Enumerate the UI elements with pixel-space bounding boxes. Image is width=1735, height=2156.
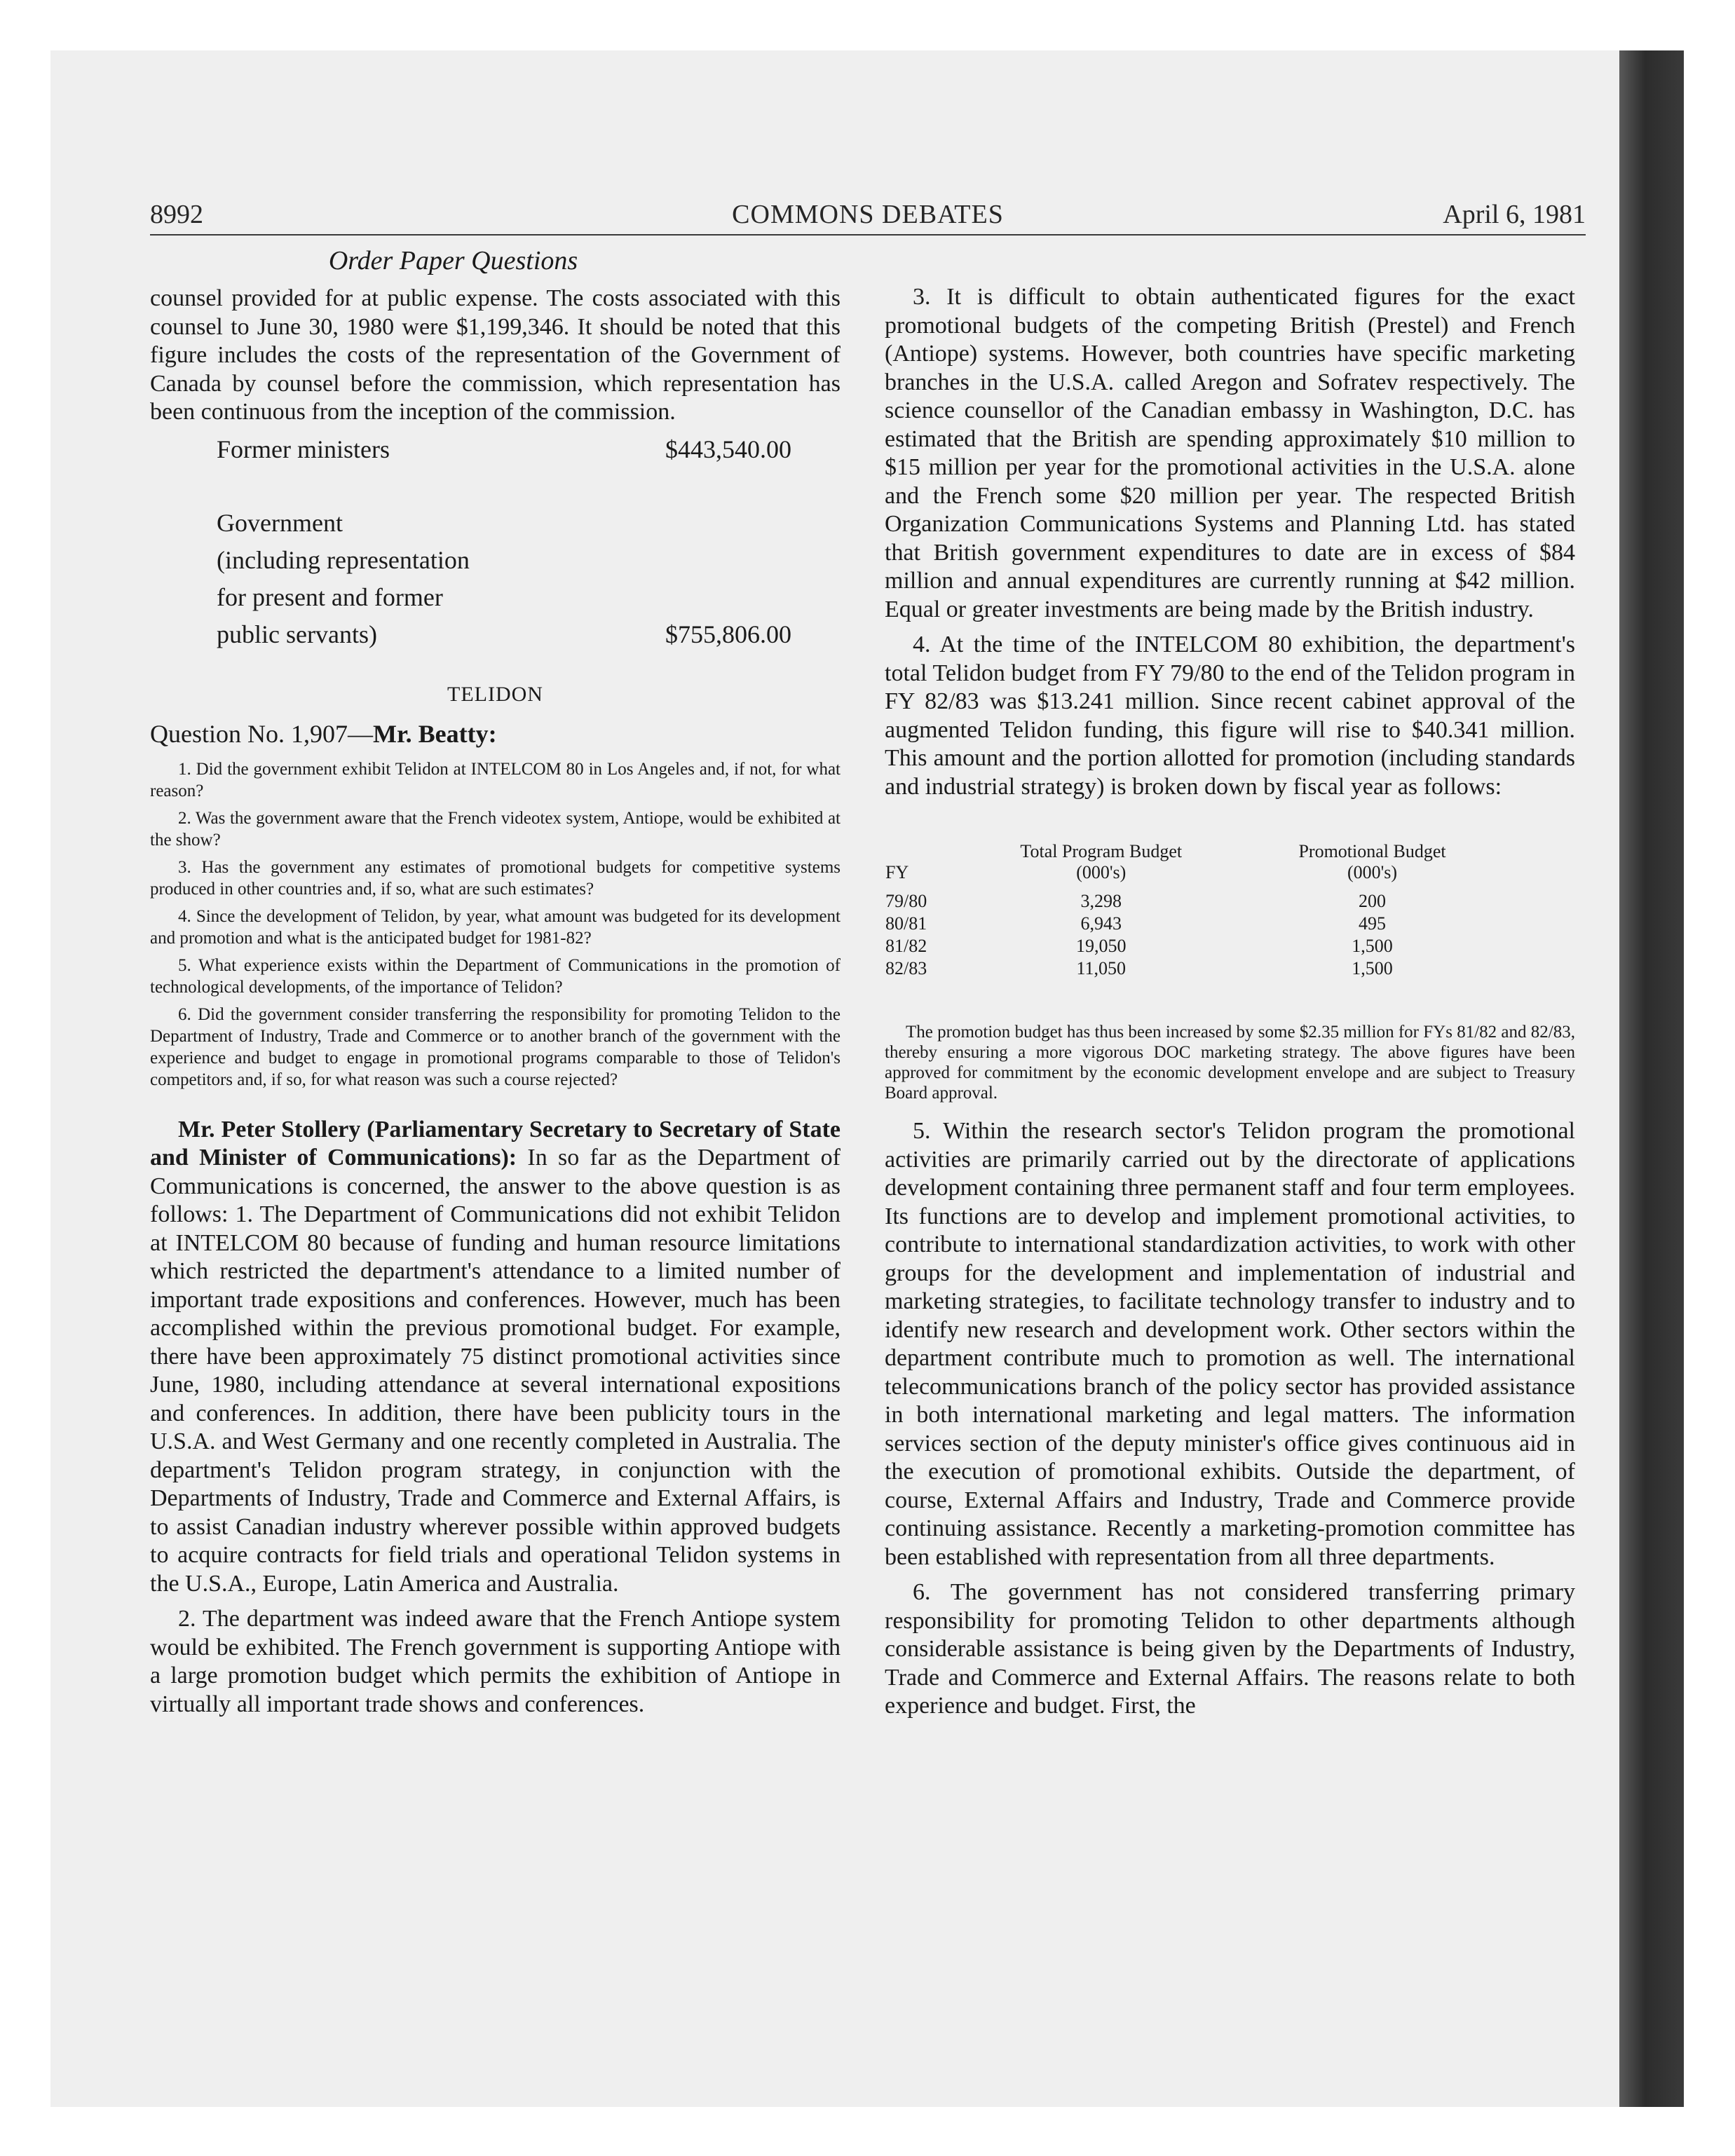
cost-label-line: for present and former	[217, 582, 443, 611]
cost-label: Former ministers	[217, 435, 390, 463]
page-number: 8992	[150, 200, 203, 229]
cell-promo: 200	[1359, 891, 1387, 911]
intro-paragraph: counsel provided for at public expense. The costs associated with this counsel to June 30, 1980 were $1,199,346. It should be noted that this figure includes the costs of the representation of the Government of Canada by counsel before the commission, which representation has been continuous from the inception of the commission.	[150, 285, 841, 425]
answer-speaker: Mr. Peter Stollery (Parliamentary Secretary to Secretary of State and Minister of Communications):	[150, 1116, 841, 1171]
publication-title: COMMONS DEBATES	[732, 200, 1004, 229]
list-item: 5. What experience exists within the Department of Communications in the promotion of technological developments, of the importance of Telidon?	[150, 955, 841, 997]
table-row	[885, 913, 1502, 935]
column-header-fy: FY	[885, 862, 909, 882]
header-rule	[150, 234, 1586, 236]
cell-fy: 82/83	[885, 958, 927, 978]
cost-breakdown	[150, 431, 841, 653]
cell-promo: 1,500	[1352, 958, 1393, 978]
page-date: April 6, 1981	[1443, 200, 1586, 229]
cost-row	[217, 431, 841, 468]
table-row	[885, 890, 1502, 913]
cost-label: public servants)	[217, 620, 377, 648]
budget-note: The promotion budget has thus been increased by some $2.35 million for FYs 81/82 and 82/83, thereby ensuring a more vigorous DOC marketing strategy. The above figures have been approved for commitment by the economic development envelope and are subject to Treasury Board approval.	[885, 1023, 1575, 1103]
cost-amount: $755,806.00	[665, 620, 791, 648]
scan-edge-shadow	[1619, 50, 1684, 2107]
answer-text: In so far as the Department of Communications is concerned, the answer to the above question is as follows: 1. The Department of Communications did not exhibit Telidon at INTELCOM 80 because of funding and human resource limitations which restricted the department's attendance to a limited number of important trade expositions and conferences. However, much has been accomplished within the previous promotional budget. For example, there have been approximately 75 distinct promotional activities since June, 1980, including attendance at several international expositions and conferences. In addition, there have been publicity tours in the U.S.A. and West Germany and one recently completed in Australia. The department's Telidon program strategy, in conjunction with the Departments of Industry, Trade and Commerce and External Affairs, is to assist Canadian industry wherever possible within approved budgets to acquire contracts for field trials and operational Telidon systems in the U.S.A., Europe, Latin America and Australia.	[150, 1145, 841, 1597]
list-item: 3. Has the government any estimates of promotional budgets for competitive systems produced in other countries and, if so, what are such estimates?	[150, 857, 841, 899]
budget-table	[885, 840, 1502, 980]
cell-total: 6,943	[1080, 913, 1122, 934]
answer-paragraph-2: 2. The department was indeed aware that the French Antiope system would be exhibited. The French government is supporting Antiope with a large promotion budget which permits the exhibition of Antiope in virtually all important trade shows and conferences.	[150, 1606, 841, 1717]
table-header-row	[885, 840, 1502, 890]
question-asker: Mr. Beatty:	[373, 719, 497, 748]
list-item: 4. Since the development of Telidon, by year, what amount was budgeted for its development and promotion and what is the anticipated budget for 1981-82?	[150, 906, 841, 948]
question-list	[150, 758, 841, 1091]
cell-total: 11,050	[1076, 958, 1127, 978]
right-column	[885, 283, 1575, 1721]
column-header-promo: Promotional Budget (000's)	[1298, 841, 1446, 882]
answer-paragraph-3: 3. It is difficult to obtain authenticated figures for the exact promotional budgets of the competing British (Prestel) and French (Antiope) systems. However, both countries have specific marketing branches in the U.S.A. called Aregon and Sofratev respectively. The science counsellor of the Canadian embassy in Washington, D.C. has estimated that the British are spending approximately $10 million to $15 million per year for the promotional activities in the U.S.A. alone and the French some $20 million per year. The respected British Organization Communications Systems and Planning Ltd. has stated that British government expenditures to date are in excess of $84 million and annual expenditures are currently running at $42 million. Equal or greater investments are being made by the British industry.	[885, 284, 1575, 622]
cell-total: 19,050	[1076, 936, 1127, 956]
section-label: Order Paper Questions	[328, 246, 578, 275]
list-item: 6. Did the government consider transferring the responsibility for promoting Telidon to the Department of Industry, Trade and Commerce or to another branch of the government with the experience and budget to engage in promotional programs comparable to those of Telidon's competitors and, if so, for what reason was such a course rejected?	[150, 1004, 841, 1089]
table-row	[885, 957, 1502, 980]
subject-heading: TELIDON	[447, 682, 543, 706]
list-item: 2. Was the government aware that the French videotex system, Antiope, would be exhibited at the show?	[150, 808, 841, 850]
cost-label-line: (including representation	[217, 545, 470, 574]
table-row	[885, 935, 1502, 957]
cost-amount: $443,540.00	[665, 435, 791, 463]
answer-paragraph-6: 6. The government has not considered transferring primary responsibility for promoting Telidon to other departments although considerable assistance is being given by the Departments of Industry, Trade and Commerce and External Affairs. The reasons relate to both experience and budget. First, the	[885, 1579, 1575, 1719]
answer-paragraph-5: 5. Within the research sector's Telidon program the promotional activities are primarily carried out by the directorate of applications development containing three permanent staff and four term employees. Its functions are to develop and implement promotional activities, to contribute to international standardization activities, to work with other groups for the development and implementation of industrial and marketing strategies, to facilitate technology transfer to industry and to identify new research and development work. Other sectors within the department contribute much to promotion as well. The international telecommunications branch of the policy sector has provided assistance in both international marketing and legal matters. The information services section of the deputy minister's office gives continuous aid in the execution of promotional exhibits. Outside the department, of course, External Affairs and Industry, Trade and Commerce provide continuing assistance. Recently a marketing-promotion committee has been established with representation from all three departments.	[885, 1118, 1575, 1570]
column-header-total: Total Program Budget (000's)	[1020, 841, 1183, 882]
cell-fy: 81/82	[885, 936, 927, 956]
cost-label-line: Government	[217, 508, 343, 537]
cost-row	[217, 616, 841, 653]
cell-promo: 495	[1359, 913, 1387, 934]
cell-fy: 80/81	[885, 913, 927, 934]
cell-total: 3,298	[1080, 891, 1122, 911]
cell-promo: 1,500	[1352, 936, 1393, 956]
question-title	[150, 719, 841, 749]
cell-fy: 79/80	[885, 891, 927, 911]
answer-paragraph-4: 4. At the time of the INTELCOM 80 exhibition, the department's total Telidon budget from FY 79/80 to the end of the Telidon program in FY 82/83 was $13.241 million. Since recent cabinet approval of the augmented Telidon funding, this figure will rise to $40.341 million. This amount and the portion allotted for promotion (including standards and industrial strategy) is broken down by fiscal year as follows:	[885, 632, 1575, 800]
list-item: 1. Did the government exhibit Telidon at INTELCOM 80 in Los Angeles and, if not, for what reason?	[150, 759, 841, 800]
answer-paragraph-1	[150, 1116, 841, 1599]
question-number: Question No. 1,907—	[150, 719, 373, 748]
left-column	[150, 245, 841, 1719]
